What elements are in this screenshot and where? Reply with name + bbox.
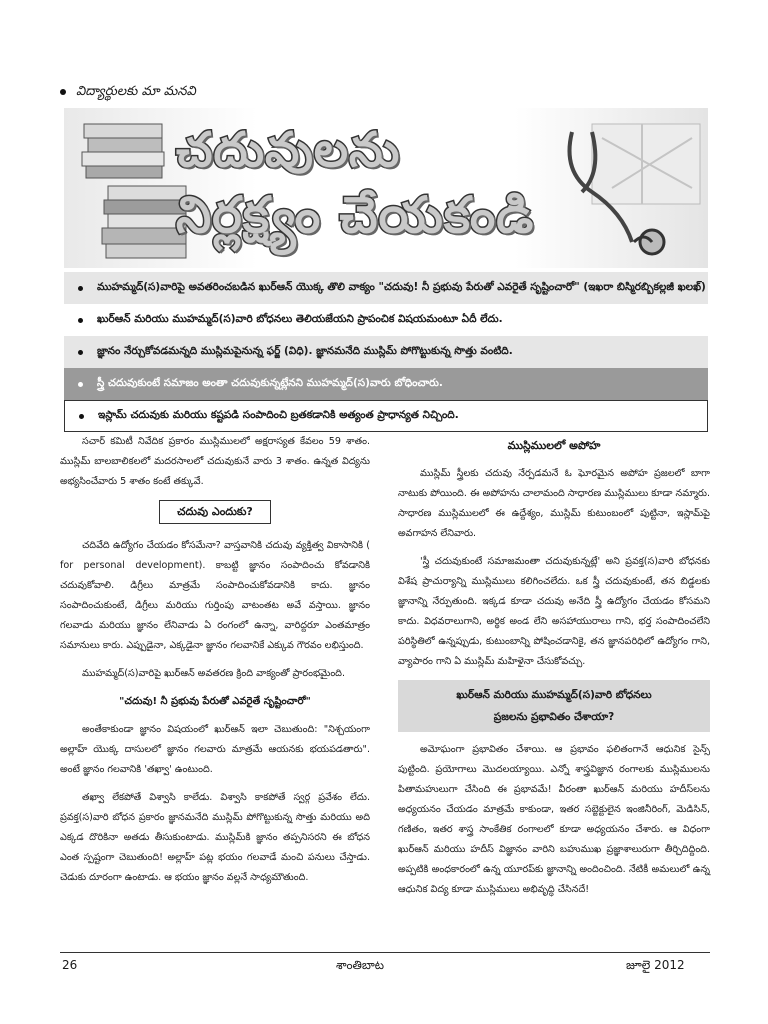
section-label xyxy=(60,84,196,102)
quran-quote: "చదువు! నీ ప్రభువు పేరుతో ఎవరైతే సృష్టించారో" xyxy=(119,696,311,707)
paragraph: అమోఘంగా ప్రభావితం చేశాయి. ఆ ప్రభావం ఫలితంగానే ఆధునిక సైన్స్ పుట్టింది. ప్రయోగాలు మొదలయ్యాయి. ఎన్నో శాస్త్రవిజ్ఞాన రంగాలకు ముస్లిములను పితామహులుగా చేసింది ఈ ప్రభావమే! వీరంతా ఖుర్‌ఆన్ మరియు హదీస్‌లను అధ్యయనం చేయడం మాత్రమే కాకుండా, ఇతర సబ్జెక్టులైన ఇంజినీరింగ్, మెడిసిన్, గణితం, ఇతర శాస్త్ర సాంకేతిక రంగాలలో కూడా అధ్యయనం చేశారు. ఆ విధంగా ఖుర్‌ఆన్ మరియు హదీస్ విజ్ఞానం వారిని బహుముఖ ప్రజ్ఞాశాలురుగా తీర్చిదిద్దింది. అప్పటికి అంధకారంలో ఉన్న యూరప్‌కు జ్ఞానాన్ని అందించింది. నేటికీ అమలులో ఉన్న ఆధునిక విద్య కూడా ముస్లిములు అభివృద్ధి చేసినదే! xyxy=(398,744,710,895)
section-label-text: విద్యార్థులకు మా మనవి xyxy=(76,84,196,99)
bullet-dot xyxy=(78,382,83,387)
misconception-heading: ముస్లిములలో అపోహ xyxy=(507,439,601,452)
key-point-text: ముహమ్మద్(స)వారిపై అవతరించబడిన ఖుర్‌ఆన్ యొక్క తొలి వాక్యం "చదువు! నీ ప్రభువు పేరుతో ఎవరైతే సృష్టించారో" (ఇఖరా బిస్మిరబ్బికల్లజీ ఖలఖ్) xyxy=(97,280,706,293)
paragraph: అంతేకాకుండా జ్ఞానం విషయంలో ఖుర్‌ఆన్ ఇలా చెబుతుంది: "నిశ్చయంగా అల్లాహ్ యొక్క దాసులలో జ్ఞానం గలవారు మాత్రమే ఆయనకు భయపడతారు". అంటే జ్ఞానం గలవానికి 'తఖ్వా' ఉంటుంది. xyxy=(60,724,370,775)
key-point xyxy=(64,304,708,336)
banner-title-line1: చదువులను xyxy=(176,122,401,178)
key-point xyxy=(64,368,708,400)
paragraph: ముహమ్మద్(స)వారిపై ఖుర్‌ఆన్ అవతరణ క్రింది వాక్యంతో ప్రారంభమైంది. xyxy=(82,668,346,679)
paragraph: 'స్త్రీ చదువుకుంటే సమాజమంతా చదువుకున్నట్లే' అని ప్రవక్త(స)వారి బోధనకు విశేష ప్రాచుర్యాన్ని ముస్లిములు కలిగించలేదు. ఒక స్త్రీ చదువుకుంటే, తన బిడ్డలకు జ్ఞానాన్ని నేర్పుతుంది. ఇక్కడ కూడా చదువు అనేది స్త్రీ ఉద్యోగం చేయడం కోసమని కాదు. విధవరాలుగాని, అర్థిక అండ లేని అసహాయురాలు గాని, భర్త సంపాదించలేని పరిస్థితిలో ఉన్నప్పుడు, కుటుంబాన్ని పోషించడానికై, తన జ్ఞానపరిధిలో ఉద్యోగం గాని, వ్యాపారం గాని ఏ ముస్లిమ్ మహిళైనా చేసుకోవచ్చు. xyxy=(398,556,710,667)
left-column xyxy=(60,432,370,896)
paragraph: తఖ్వా లేకపోతే విశ్వాసి కాలేడు. విశ్వాసి కాకపోతే స్వర్గ ప్రవేశం లేదు. ప్రవక్త(స)వారి బోధన ప్రకారం జ్ఞానమనేది ముస్లిమ్ పోగొట్టుకున్న సొత్తు మరియు అది ఎక్కడ దొరికినా అతడు తీసుకుంటాడు. ముస్లిమ్‌కి జ్ఞానం తప్పనిసరని ఈ బోధన ఎంత స్పష్టంగా చెబుతుంది! అల్లాహ్ పట్ల భయం గలవాడే మంచి పనులు చేస్తాడు. చెడుకు దూరంగా ఉంటాడు. ఆ భయం జ్ఞానం వల్లనే సాధ్యమౌతుంది. xyxy=(60,792,370,883)
footer-divider xyxy=(60,952,710,953)
influence-heading-box xyxy=(398,680,710,732)
key-point-text: ఖుర్‌ఆన్ మరియు ముహమ్మద్(స)వారి బోధనలు తెలియజేయని ప్రాపంచిక విషయమంటూ ఏదీ లేదు. xyxy=(97,312,503,325)
stethoscope-illustration xyxy=(552,118,702,263)
key-point xyxy=(64,272,708,304)
key-points-list xyxy=(64,272,708,432)
right-column xyxy=(398,432,710,908)
bullet-dot xyxy=(78,350,83,355)
banner xyxy=(64,108,708,268)
page-number: 26 xyxy=(62,958,78,972)
influence-heading-line1: ఖుర్‌ఆన్ మరియు ముహమ్మద్(స)వారి బోధనలు xyxy=(456,689,652,701)
magazine-name: శాంతిబాట xyxy=(336,958,385,972)
key-point-text: జ్ఞానం నేర్చుకోవడమన్నది ముస్లిమపైనున్న ఫర్జ్ (విధి). జ్ఞానమనేది ముస్లిమ్ పోగొట్టుకున్న సొత్తు వంటిది. xyxy=(97,344,513,357)
books-illustration xyxy=(78,116,188,264)
paragraph: ముస్లిమ్ స్త్రీలకు చదువు నేర్పడమనే ఓ ఘోరమైన అపోహ ప్రజలలో బాగా నాటుకు పోయింది. ఈ అపోహను చాలామంది సాధారణ ముస్లిములు కూడా నమ్మారు. సాధారణ ముస్లిములలో ఈ ఉద్దేశ్యం, ముస్లిమ్ కుటుంబంలో పుట్టినా, ఇస్లామ్‌పై అవగాహన లేనివారు. xyxy=(398,468,710,539)
issue-date: జూలై 2012 xyxy=(626,958,685,972)
key-point xyxy=(64,400,708,432)
bullet-dot xyxy=(78,286,83,291)
bullet-dot xyxy=(60,89,66,95)
influence-heading-line2: ప్రజలను ప్రభావితం చేశాయా? xyxy=(493,711,615,723)
why-study-heading: చదువు ఎందుకు? xyxy=(159,500,271,524)
bullet-dot xyxy=(79,414,84,419)
banner-title-line2: నిర్లక్ష్యం చేయకండి xyxy=(176,186,535,244)
key-point-text: స్త్రీ చదువుకుంటే సమాజం అంతా చదువుకున్నట్లేనని ముహమ్మద్(స)వారు బోధించారు. xyxy=(97,376,443,389)
key-point-text: ఇస్లామ్ చదువుకు మరియు కష్టపడి సంపాదించి బ్రతకడానికి అత్యంత ప్రాధాన్యత నిచ్చింది. xyxy=(98,408,459,421)
key-point xyxy=(64,336,708,368)
bullet-dot xyxy=(78,318,83,323)
paragraph: చదివేది ఉద్యోగం చేయడం కోసమేనా? వాస్తవానికి చదువు వ్యక్తిత్వ వికాసానికి ( for personal development). కాబట్టి జ్ఞానం సంపాదించు కోవడానికి చదువుకోవాలి. డిగ్రీలు మాత్రమే సంపాదించుకోవడానికి కాదు. జ్ఞానం సంపాదించుకుంటే, డిగ్రీలు మరియు గుర్తింపు వాటంతట అవే వస్తాయి. జ్ఞానం గలవాడు మరియు జ్ఞానం లేనివాడు ఏ రంగంలో ఉన్నా, వారిద్దరూ ఎంతమాత్రం సమానులు కారు. ఎప్పుడైనా, ఎక్కడైనా జ్ఞానం గలవానికే ఎక్కువ గౌరవం లభిస్తుంది. xyxy=(60,540,370,651)
intro-paragraph: సచార్ కమిటీ నివేదిక ప్రకారం ముస్లిములలో అక్షరాస్యత కేవలం 59 శాతం. ముస్లిమ్ బాలబాలికలలో మదరసాలలో చదువుకునే వారు 3 శాతం. ఉన్నత విద్యను అభ్యసించేవారు 5 శాతం కంటే తక్కువే. xyxy=(60,436,370,487)
